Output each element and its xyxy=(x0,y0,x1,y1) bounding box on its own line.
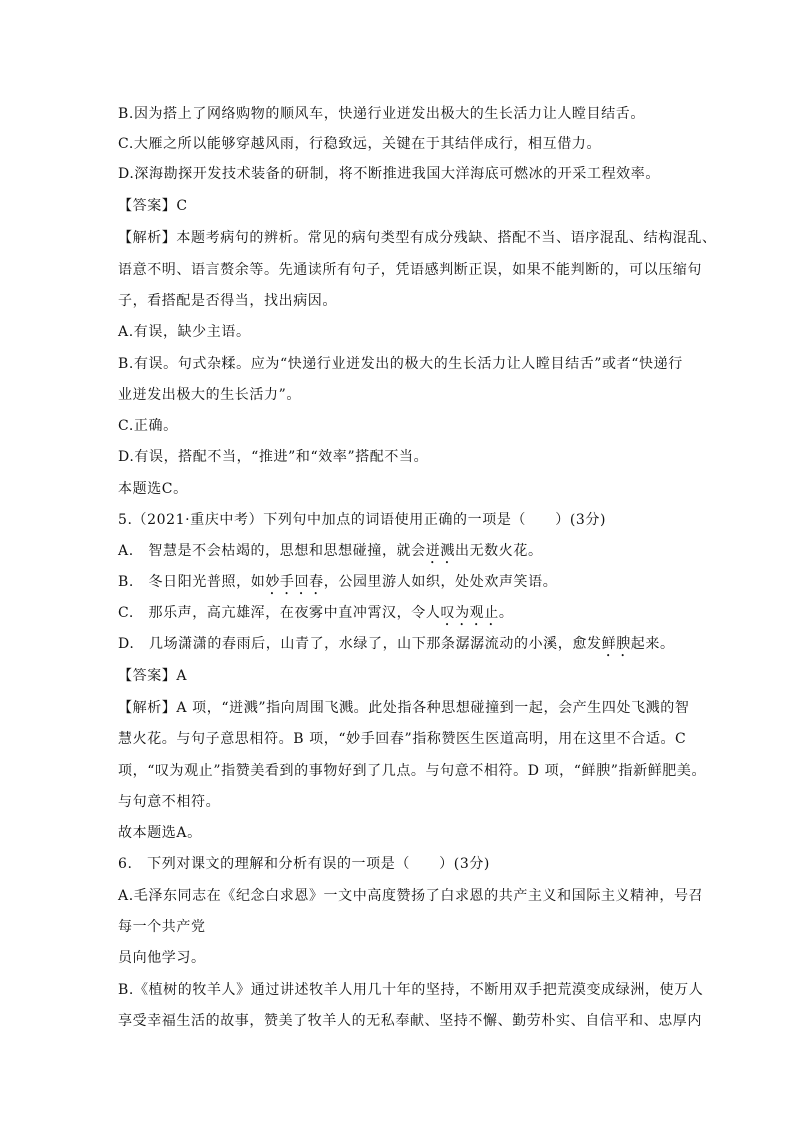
analysis-5-line: 与句意不相符。 xyxy=(118,794,221,810)
dotted-word: 鲜腴 xyxy=(601,636,631,652)
analysis-4-line: 语意不明、语言赘余等。先通读所有句子，凭语感判断正误，如果不能判断的，可以压缩句 xyxy=(118,262,702,278)
conclusion-5: 故本题选A。 xyxy=(118,825,202,841)
dotted-word: 叹为观止 xyxy=(440,605,499,621)
question-4-option-b: B.因为搭上了网络购物的顺风车，快递行业迸发出极大的生长活力让人瞠目结舌。 xyxy=(118,106,645,122)
analysis-5-line: 项，“叹为观止”指赞美看到的事物好到了几点。与句意不相符。D 项，“鲜腴”指新鲜肥美。 xyxy=(118,763,707,779)
option-text: B. 冬日阳光普照，如 xyxy=(118,574,266,590)
question-6-stem: 6. 下列对课文的理解和分析有误的一项是（ ）(3分) xyxy=(118,856,490,872)
analysis-4-a: A.有误，缺少主语。 xyxy=(118,324,251,340)
option-text: 。 xyxy=(498,605,514,621)
option-text: D. 几场潇潇的春雨后，山青了，水绿了，山下那条潺潺流动的小溪，愈发 xyxy=(118,636,602,652)
question-6-option-a: A.毛泽东同志在《纪念白求恩》一文中高度赞扬了白求恩的共产主义和国际主义精神，号召 xyxy=(118,888,704,904)
question-4-option-c: C.大雁之所以能够穿越风雨，行稳致远，关键在于其结伴成行，相互借力。 xyxy=(118,136,602,152)
question-6-option-a-cont: 每一个共产党 xyxy=(118,919,206,935)
analysis-4-d: D.有误，搭配不当，“推进”和“效率”搭配不当。 xyxy=(118,449,429,465)
question-6-option-b-cont: 享受幸福生活的故事，赞美了牧羊人的无私奉献、坚持不懈、勤劳朴实、自信平和、忠厚内 xyxy=(118,1013,702,1029)
question-5-option-b xyxy=(118,572,688,592)
analysis-4-b-cont: 业迸发出极大的生长活力”。 xyxy=(118,387,301,403)
option-text: C. 那乐声，高亢雄浑，在夜雾中直冲霄汉，令人 xyxy=(118,605,441,621)
question-6-option-a-cont: 员向他学习。 xyxy=(118,950,206,966)
analysis-5-line: 慧火花。与句子意思相符。B 项，“妙手回春”指称赞医生医道高明，用在这里不合适。C xyxy=(118,731,687,747)
dotted-word: 迸溅 xyxy=(425,543,455,559)
analysis-5-line: 【解析】A 项，“迸溅”指向周围飞溅。此处指各种思想碰撞到一起，会产生四处飞溅的智 xyxy=(118,700,690,716)
option-text: 出无数火花。 xyxy=(454,543,543,559)
conclusion-4: 本题选C。 xyxy=(118,481,188,497)
analysis-4-b: B.有误。句式杂糅。应为“快递行业迸发出的极大的生长活力让人瞠目结舌”或者“快递行 xyxy=(118,356,683,372)
option-text: ，公园里游人如织，处处欢声笑语。 xyxy=(323,574,558,590)
analysis-4-line: 子，看搭配是否得当，找出病因。 xyxy=(118,293,337,309)
question-5-option-c xyxy=(118,603,688,623)
question-5-option-a xyxy=(118,541,688,561)
analysis-4-c: C.正确。 xyxy=(118,418,178,434)
option-text: A. 智慧是不会枯竭的，思想和思想碰撞，就会 xyxy=(118,543,426,559)
question-6-option-b: B.《植树的牧羊人》通过讲述牧羊人用几十年的坚持，不断用双手把荒漠变成绿洲，使万人 xyxy=(118,982,704,998)
answer-5: 【答案】A xyxy=(118,668,188,684)
analysis-4-line: 【解析】本题考病句的辨析。常见的病句类型有成分残缺、搭配不当、语序混乱、结构混乱、 xyxy=(118,230,717,246)
question-5-option-d xyxy=(118,634,688,654)
option-text: 起来。 xyxy=(630,636,675,652)
dotted-word: 妙手回春 xyxy=(265,574,324,590)
answer-4: 【答案】C xyxy=(118,198,188,214)
question-4-option-d: D.深海勘探开发技术装备的研制，将不断推进我国大洋海底可燃冰的开采工程效率。 xyxy=(118,166,660,182)
question-5-stem: 5.（2021·重庆中考）下列句中加点的词语使用正确的一项是（ ）(3分) xyxy=(118,512,607,528)
